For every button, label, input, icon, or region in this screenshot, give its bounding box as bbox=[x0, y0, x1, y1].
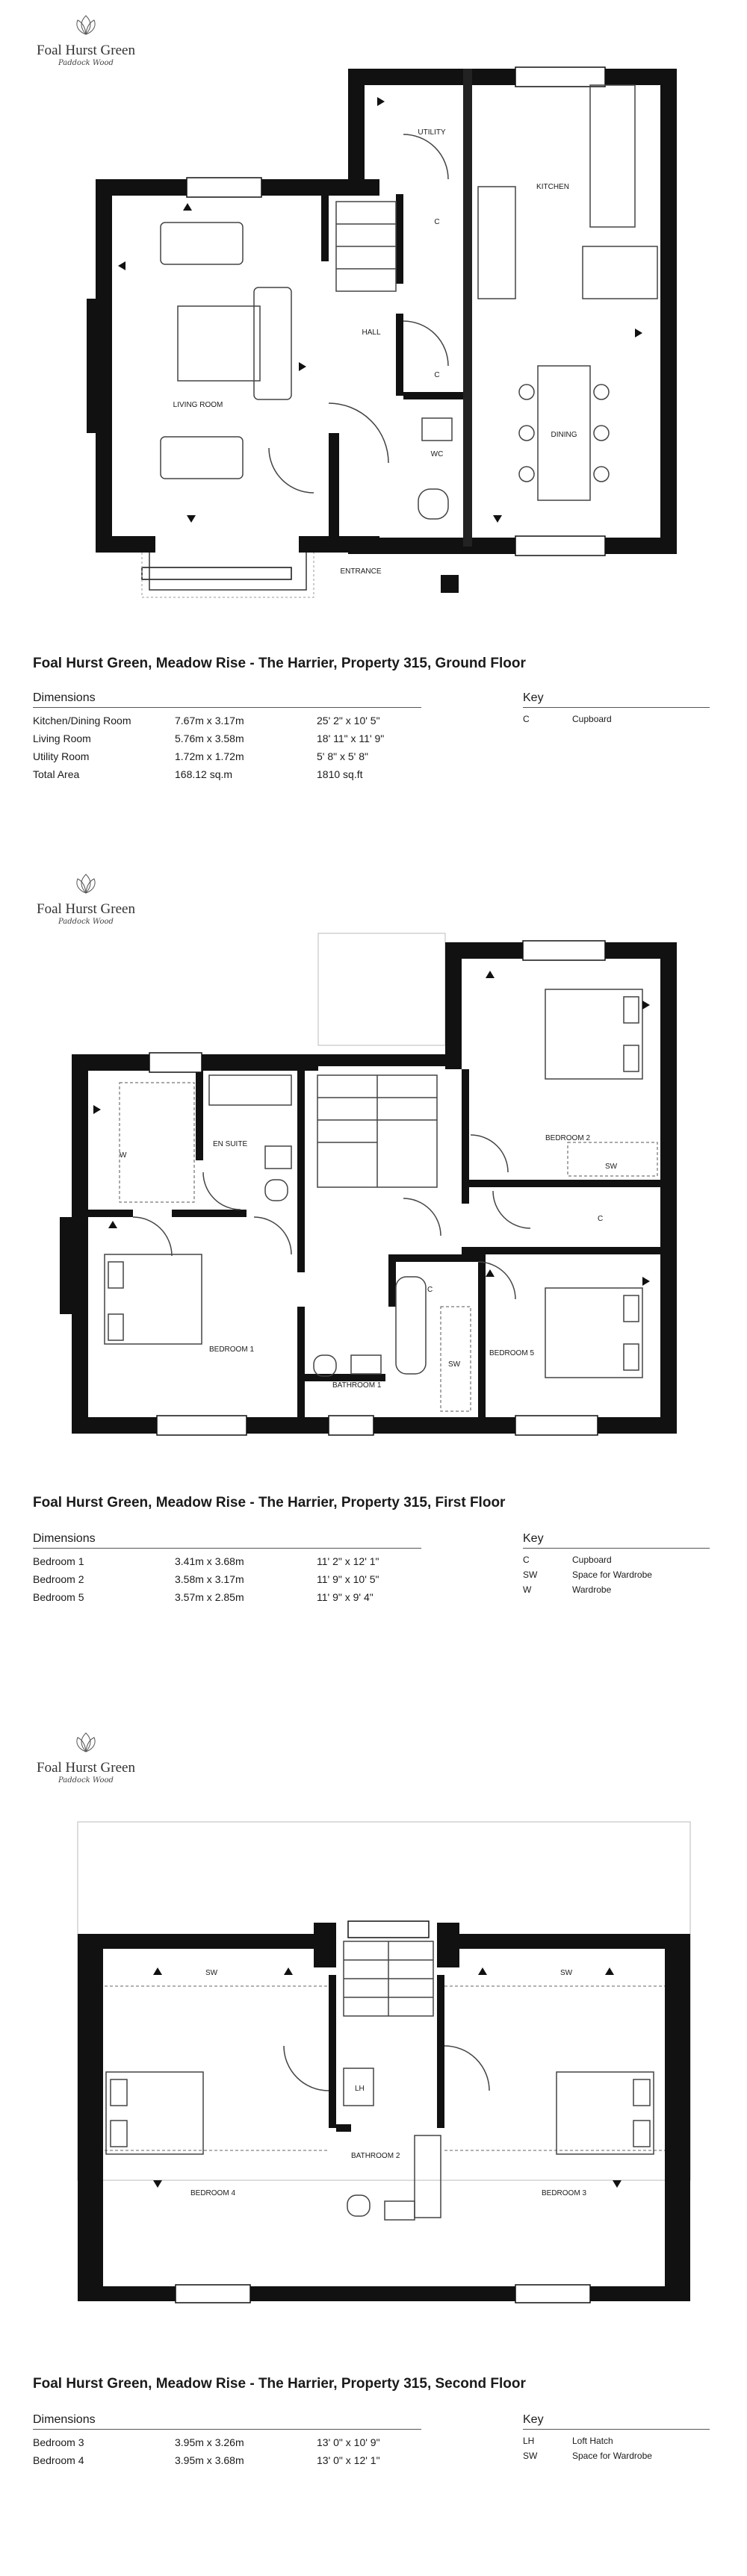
table-row bbox=[33, 2451, 421, 2469]
key-code: SW bbox=[523, 1569, 538, 1580]
key-row bbox=[523, 1582, 710, 1597]
brand-subtitle: Paddock Wood bbox=[58, 1776, 114, 1785]
table-row bbox=[33, 765, 421, 783]
label-bedroom-3: BEDROOM 3 bbox=[542, 2189, 587, 2197]
brand-name: Foal Hurst Green bbox=[37, 43, 135, 58]
table-row bbox=[33, 1552, 421, 1570]
label-hall: HALL bbox=[362, 329, 381, 337]
dimensions-heading: Dimensions bbox=[33, 2413, 421, 2430]
room-imperial: 11' 9" x 10' 5" bbox=[317, 1573, 379, 1585]
room-metric: 3.95m x 3.26m bbox=[175, 2436, 244, 2448]
label-loft-hatch: LH bbox=[355, 2085, 365, 2093]
table-row bbox=[33, 1570, 421, 1588]
key-row bbox=[523, 1552, 710, 1567]
room-imperial: 13' 0" x 10' 9" bbox=[317, 2436, 380, 2448]
key-row bbox=[523, 2448, 710, 2463]
label-bedroom-2: BEDROOM 2 bbox=[545, 1134, 591, 1142]
room-name: Bedroom 4 bbox=[33, 2454, 84, 2466]
key-heading: Key bbox=[523, 1532, 710, 1549]
room-name: Bedroom 2 bbox=[33, 1573, 84, 1585]
label-entrance: ENTRANCE bbox=[340, 567, 382, 576]
brand-name: Foal Hurst Green bbox=[37, 901, 135, 917]
label-living-room: LIVING ROOM bbox=[173, 401, 223, 409]
label-bedroom-5: BEDROOM 5 bbox=[489, 1349, 535, 1357]
brand-name: Foal Hurst Green bbox=[37, 1760, 135, 1776]
key-legend bbox=[523, 691, 710, 727]
dimensions-table bbox=[33, 691, 421, 783]
label-dining: DINING bbox=[551, 431, 577, 439]
room-imperial: 13' 0" x 12' 1" bbox=[317, 2454, 380, 2466]
table-row bbox=[33, 747, 421, 765]
table-row bbox=[33, 729, 421, 747]
brand-subtitle: Paddock Wood bbox=[58, 59, 114, 67]
room-metric: 3.95m x 3.68m bbox=[175, 2454, 244, 2466]
room-name: Bedroom 3 bbox=[33, 2436, 84, 2448]
key-meaning: Wardrobe bbox=[572, 1584, 612, 1595]
key-row bbox=[523, 1567, 710, 1582]
label-cupboard: C bbox=[427, 1286, 433, 1294]
room-metric: 1.72m x 1.72m bbox=[175, 750, 244, 762]
label-space-wardrobe: SW bbox=[560, 1969, 573, 1977]
room-metric: 5.76m x 3.58m bbox=[175, 732, 244, 744]
room-name: Bedroom 1 bbox=[33, 1555, 84, 1567]
label-cupboard: C bbox=[434, 371, 440, 379]
floor-title: Foal Hurst Green, Meadow Rise - The Harrier, Property 315, Second Floor bbox=[33, 2376, 526, 2392]
key-code: C bbox=[523, 1555, 530, 1565]
dimensions-table bbox=[33, 1532, 421, 1606]
room-imperial: 25' 2" x 10' 5" bbox=[317, 715, 380, 727]
room-name: Kitchen/Dining Room bbox=[33, 715, 131, 727]
dimensions-heading: Dimensions bbox=[33, 691, 421, 708]
floor-title: Foal Hurst Green, Meadow Rise - The Harrier, Property 315, Ground Floor bbox=[33, 656, 526, 671]
room-metric: 3.41m x 3.68m bbox=[175, 1555, 244, 1567]
dimensions-table bbox=[33, 2413, 421, 2469]
room-imperial: 5' 8" x 5' 8" bbox=[317, 750, 368, 762]
label-space-wardrobe: SW bbox=[448, 1360, 461, 1369]
room-name: Utility Room bbox=[33, 750, 90, 762]
room-imperial: 11' 9" x 9' 4" bbox=[317, 1591, 374, 1603]
label-en-suite: EN SUITE bbox=[213, 1140, 248, 1148]
key-code: C bbox=[523, 714, 530, 724]
label-space-wardrobe: SW bbox=[605, 1163, 618, 1171]
label-cupboard: C bbox=[598, 1215, 604, 1223]
table-row bbox=[33, 1588, 421, 1606]
key-row bbox=[523, 712, 710, 727]
room-metric: 7.67m x 3.17m bbox=[175, 715, 244, 727]
floor-title: Foal Hurst Green, Meadow Rise - The Harrier, Property 315, First Floor bbox=[33, 1495, 506, 1511]
label-bedroom-1: BEDROOM 1 bbox=[209, 1345, 255, 1354]
key-meaning: Loft Hatch bbox=[572, 2436, 613, 2446]
room-name: Total Area bbox=[33, 768, 80, 780]
room-imperial: 11' 2" x 12' 1" bbox=[317, 1555, 379, 1567]
label-wardrobe: W bbox=[120, 1151, 127, 1160]
label-kitchen: KITCHEN bbox=[536, 183, 569, 191]
first-floor-plan bbox=[0, 859, 747, 1456]
label-cupboard: C bbox=[434, 218, 440, 226]
key-code: SW bbox=[523, 2451, 538, 2461]
room-name: Living Room bbox=[33, 732, 91, 744]
label-bathroom-2: BATHROOM 2 bbox=[351, 2152, 400, 2160]
room-imperial: 18' 11" x 11' 9" bbox=[317, 732, 385, 744]
room-imperial: 1810 sq.ft bbox=[317, 768, 363, 780]
room-metric: 3.57m x 2.85m bbox=[175, 1591, 244, 1603]
label-wc: WC bbox=[430, 450, 444, 458]
key-heading: Key bbox=[523, 691, 710, 708]
key-meaning: Space for Wardrobe bbox=[572, 2451, 652, 2461]
room-metric: 168.12 sq.m bbox=[175, 768, 233, 780]
first-floor-sheet bbox=[0, 859, 747, 1717]
dimensions-heading: Dimensions bbox=[33, 1532, 421, 1549]
key-legend bbox=[523, 2413, 710, 2463]
ground-floor-plan bbox=[0, 0, 747, 642]
key-meaning: Cupboard bbox=[572, 714, 612, 724]
key-legend bbox=[523, 1532, 710, 1597]
key-meaning: Cupboard bbox=[572, 1555, 612, 1565]
key-heading: Key bbox=[523, 2413, 710, 2430]
brand-subtitle: Paddock Wood bbox=[58, 918, 114, 926]
second-floor-plan bbox=[0, 1717, 747, 2374]
table-row bbox=[33, 712, 421, 729]
label-space-wardrobe: SW bbox=[205, 1969, 218, 1977]
key-meaning: Space for Wardrobe bbox=[572, 1569, 652, 1580]
second-floor-sheet bbox=[0, 1717, 747, 2576]
ground-floor-sheet bbox=[0, 0, 747, 859]
key-code: W bbox=[523, 1584, 532, 1595]
label-bathroom-1: BATHROOM 1 bbox=[332, 1381, 382, 1390]
table-row bbox=[33, 2433, 421, 2451]
room-name: Bedroom 5 bbox=[33, 1591, 84, 1603]
key-code: LH bbox=[523, 2436, 535, 2446]
label-bedroom-4: BEDROOM 4 bbox=[190, 2189, 236, 2197]
label-utility: UTILITY bbox=[418, 128, 446, 137]
key-row bbox=[523, 2433, 710, 2448]
room-metric: 3.58m x 3.17m bbox=[175, 1573, 244, 1585]
